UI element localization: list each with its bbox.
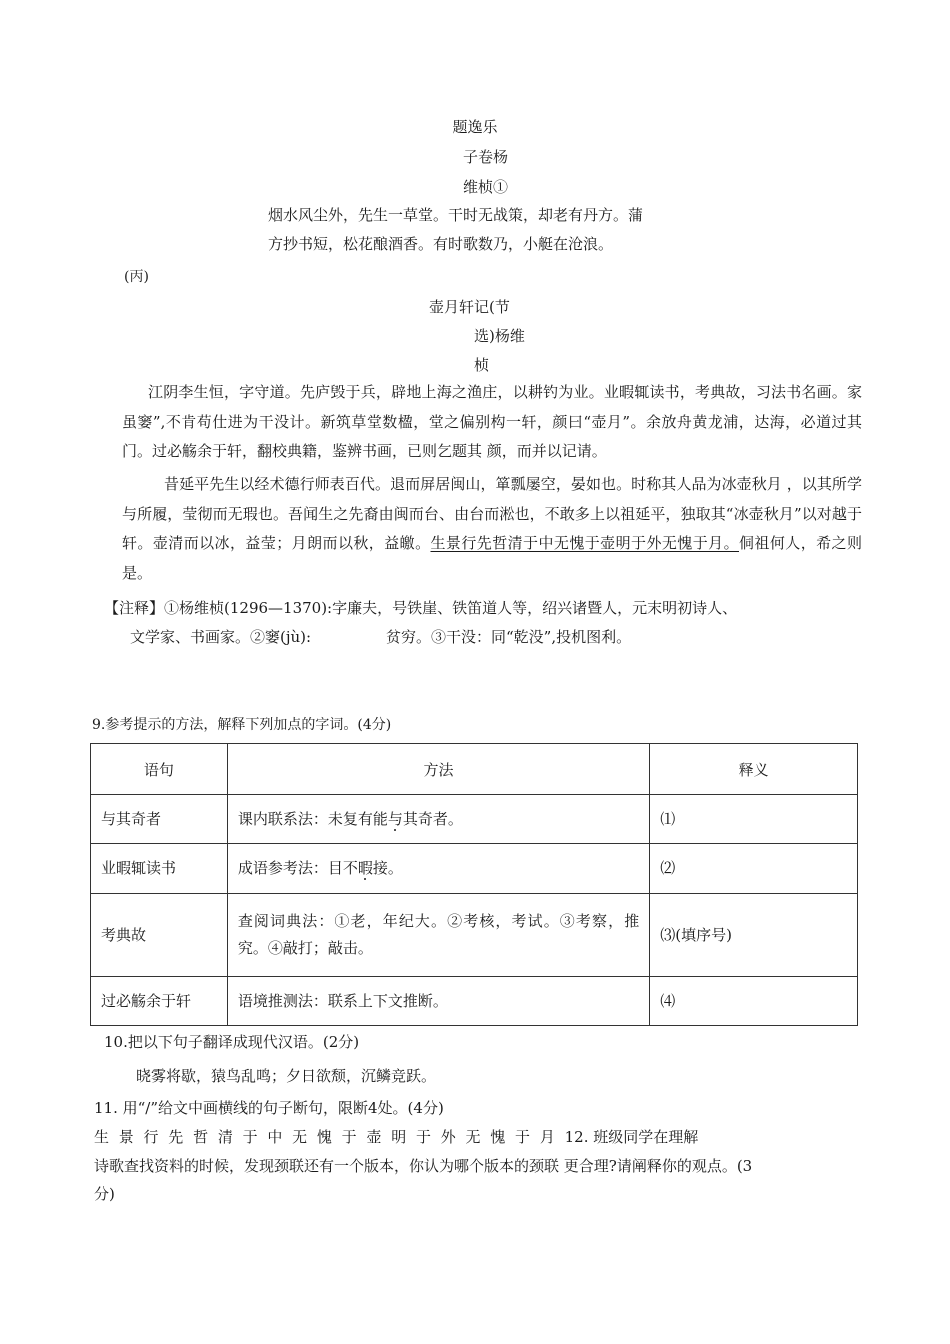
q9-table — [90, 743, 858, 1026]
notes-line-2b: 贫穷。③干没：同“乾没”,投机图利。 — [386, 628, 632, 646]
row-method — [227, 844, 649, 894]
section-title-2: 选)杨维 — [474, 327, 525, 345]
header-method: 方法 — [227, 744, 649, 795]
row-answer: ⑴ — [650, 795, 858, 844]
table-row — [91, 795, 858, 844]
q12-prompt-start: 12. 班级同学在理解 — [564, 1128, 699, 1146]
table-row — [91, 894, 858, 977]
method-text: 成语参考法：目不 — [237, 859, 358, 877]
paragraph-1: 江阴李生恒，字守道。先庐毁于兵，辟地上海之渔庄，以耕钓为业。业暇辄读书，考典故，习法书名画。家虽窭”,不肯苟仕进为干没计。新筑草堂数楹，堂之偏别构一轩，颜曰“壶月”。余放舟黄龙浦，达海，必道过其门。过必觞余于轩，翻校典籍，鉴辨书画，已则乞题其 颜，而并以记请。 — [122, 383, 862, 460]
row-sentence: 过必觞余于轩 — [91, 977, 228, 1026]
row-sentence: 与其奇者 — [91, 795, 228, 844]
section-title-3: 桢 — [474, 356, 490, 374]
paragraph-2-tail: 侗祖何人，希之则是。 — [122, 534, 862, 582]
header-sentence: 语句 — [91, 744, 228, 795]
method-text: 课内联系法：未复有能 — [237, 809, 388, 828]
method-text-end: 其奇者。 — [402, 809, 463, 828]
row-method: 语境推测法：联系上下文推断。 — [227, 977, 649, 1026]
table-row — [91, 844, 858, 894]
row-answer: ⑷ — [650, 977, 858, 1026]
row-method — [227, 795, 649, 844]
table-row — [91, 977, 858, 1026]
header-meaning: 释义 — [650, 744, 858, 795]
q10-sentence: 晓雾将歇，猿鸟乱鸣；夕日欲颓，沉鳞竞跃。 — [136, 1067, 437, 1085]
q10-prompt: 10.把以下句子翻译成现代汉语。(2分) — [104, 1033, 360, 1051]
table-header-row — [91, 744, 858, 795]
q11-sentence: 生 景 行 先 哲 清 于 中 无 愧 于 壶 明 于 外 无 愧 于 月 — [94, 1128, 555, 1146]
poem-subtitle-2: 维桢① — [463, 178, 509, 196]
underlined-sentence: 生景行先哲清于中无愧于壶明于外无愧于月。 — [430, 534, 739, 552]
dotted-char: 与 — [387, 809, 403, 828]
poem-subtitle-1: 子卷杨 — [463, 148, 509, 166]
paragraph-2-text: 昔延平先生以经术德行师表百代。退而屏居闽山，箪瓢屡空，晏如也。时称其人品为冰壶秋月 ，以其所学与所履，莹彻而无瑕也。吾闻生之先裔由闽而台、由台而淞也，不敢多上以祖延平，独取其“冰壶秋月”以对越于轩。壶清而以冰，益莹；月朗而以秋，益皦。 — [122, 475, 862, 552]
notes-line-1: 【注释】①杨维桢(1296—1370):字廉夫，号铁崖、铁笛道人等，绍兴诸暨人，元末明初诗人、 — [104, 599, 738, 617]
poem-title: 题逸乐 — [452, 118, 498, 136]
method-text-end: 接。 — [372, 859, 403, 877]
q11-chars — [94, 1126, 698, 1147]
notes-line-2: 文学家、书画家。②窭(jù): — [130, 628, 312, 646]
q9-prompt: 9.参考提示的方法，解释下列加点的字词。(4分) — [92, 717, 392, 733]
dotted-char: 暇 — [357, 859, 373, 877]
poem-line-2: 方抄书短，松花酿酒香。有时歌数乃，小艇在沧浪。 — [268, 235, 614, 253]
paragraph-2 — [122, 470, 862, 588]
q11-prompt: 11. 用“/”给文中画横线的句子断句，限断4处。(4分) — [94, 1099, 444, 1117]
poem-line-1: 烟水风尘外，先生一草堂。干时无战策，却老有丹方。蒲 — [268, 206, 644, 224]
section-label: (丙) — [124, 269, 149, 285]
row-sentence: 考典故 — [91, 894, 228, 977]
row-answer: ⑵ — [650, 844, 858, 894]
section-title-1: 壶月轩记(节 — [429, 298, 510, 316]
row-sentence: 业暇辄读书 — [91, 844, 228, 894]
q12-line-3: 分) — [94, 1185, 115, 1203]
row-answer: ⑶(填序号) — [650, 894, 858, 977]
q12-line-2: 诗歌查找资料的时候，发现颈联还有一个版本，你认为哪个版本的颈联 更合理?请阐释你的观点。(3 — [94, 1157, 753, 1175]
row-method: 查阅词典法：①老，年纪大。②考核，考试。③考察，推究。④敲打；敲击。 — [227, 894, 649, 977]
